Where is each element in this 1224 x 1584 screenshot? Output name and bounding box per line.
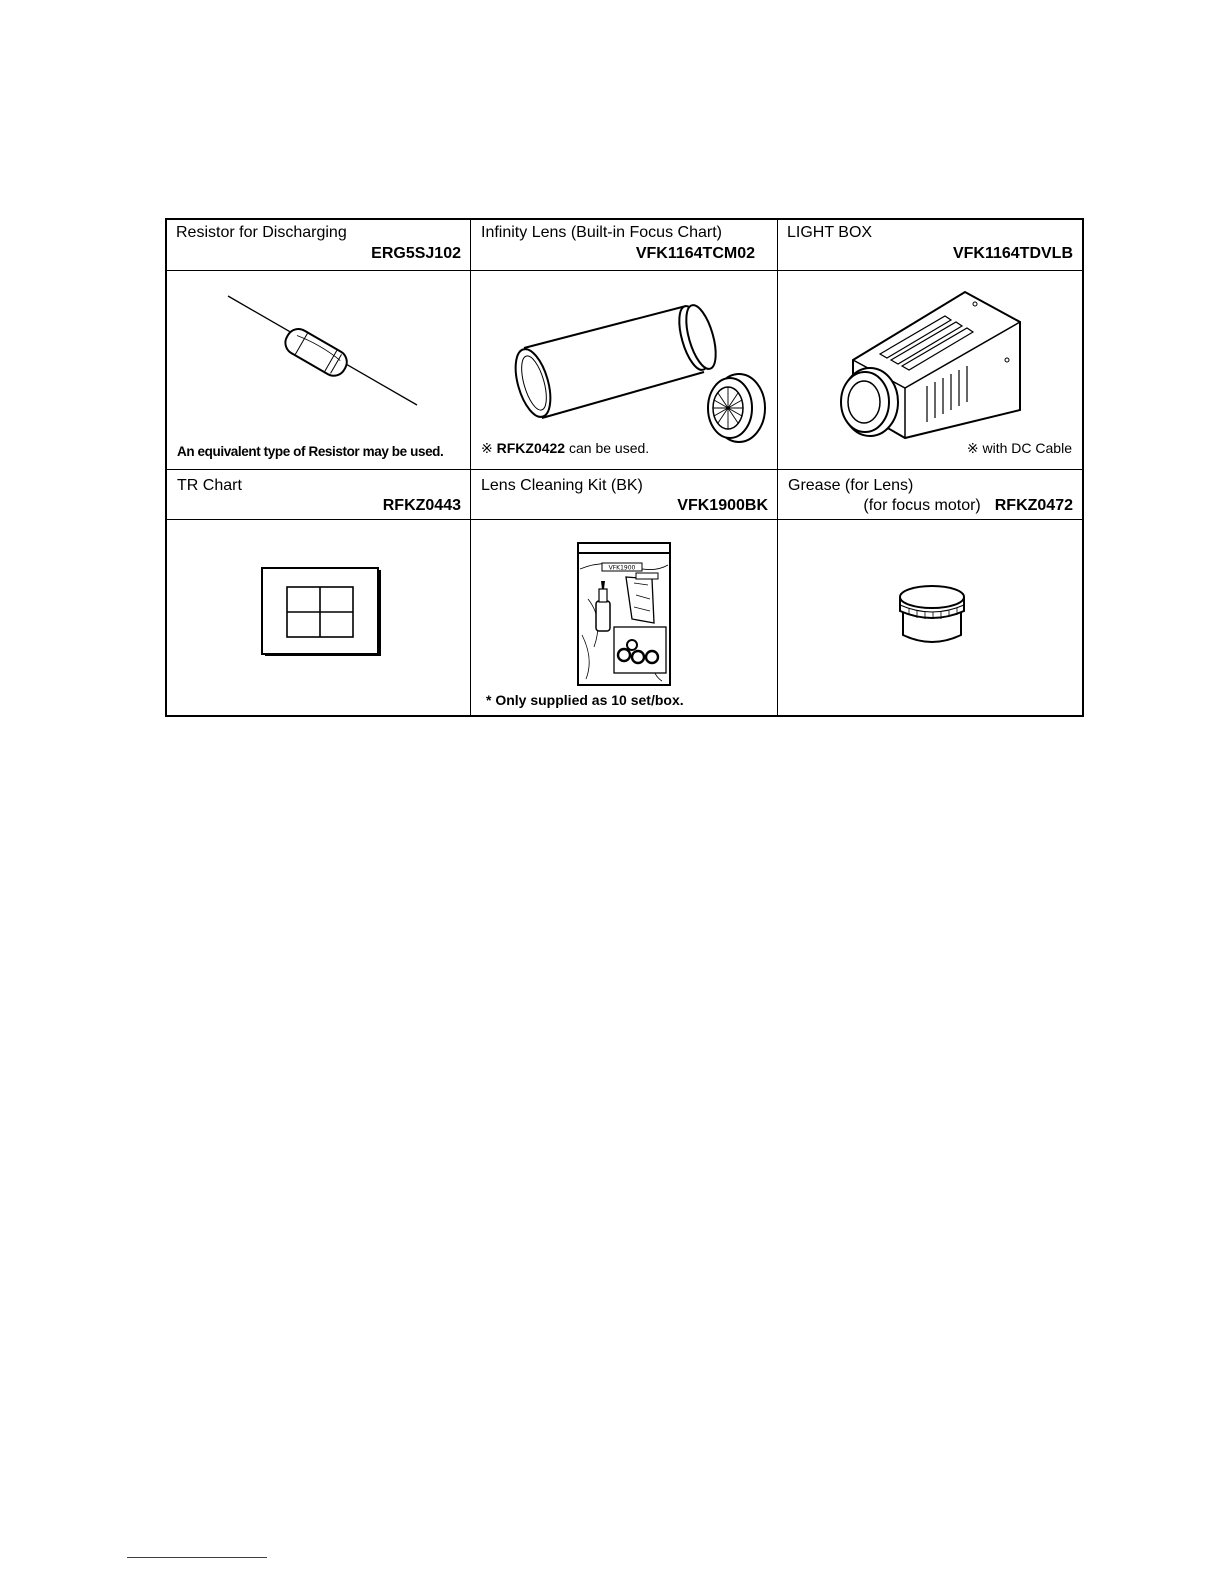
tr-chart-icon xyxy=(259,567,383,659)
item-title: TR Chart xyxy=(177,477,242,494)
part-number-line xyxy=(863,496,1073,515)
bag-label: VFK1900 xyxy=(608,564,636,572)
grease-jar-icon xyxy=(897,583,967,653)
header-cell-resistor xyxy=(167,220,470,270)
image-cell-infinity-lens xyxy=(470,270,777,469)
header-cell-tr-chart xyxy=(167,469,470,519)
part-number: VFK1164TCM02 xyxy=(635,245,755,262)
part-number: VFK1900BK xyxy=(677,497,768,514)
part-number: RFKZ0443 xyxy=(382,497,461,514)
image-cell-lens-cleaning-kit xyxy=(470,519,777,717)
image-cell-resistor xyxy=(167,270,470,469)
item-note xyxy=(967,440,1072,457)
item-subtitle: (for focus motor) xyxy=(863,497,981,514)
note-mark: ※ xyxy=(481,440,493,456)
image-cell-light-box xyxy=(777,270,1082,469)
note-text: with DC Cable xyxy=(982,440,1072,456)
item-note: * Only supplied as 10 set/box. xyxy=(486,692,684,708)
service-tools-table xyxy=(165,218,1084,717)
header-cell-grease xyxy=(777,469,1082,519)
item-title: Grease (for Lens) xyxy=(788,477,914,494)
part-number: ERG5SJ102 xyxy=(371,245,461,262)
resistor-icon xyxy=(222,290,422,410)
header-cell-light-box xyxy=(777,220,1082,270)
image-cell-grease xyxy=(777,519,1082,717)
item-note xyxy=(481,440,649,457)
note-text: can be used. xyxy=(568,440,650,456)
header-cell-lens-cleaning-kit xyxy=(470,469,777,519)
item-title: LIGHT BOX xyxy=(787,224,873,241)
light-box-icon xyxy=(825,290,1025,440)
item-note: An equivalent type of Resistor may be used. xyxy=(177,444,444,459)
part-number: RFKZ0472 xyxy=(994,497,1073,514)
item-title: Lens Cleaning Kit (BK) xyxy=(481,477,643,494)
image-cell-tr-chart xyxy=(167,519,470,717)
footer-link-underline xyxy=(127,1557,267,1558)
part-number: VFK1164TDVLB xyxy=(952,245,1073,262)
note-mark: ※ xyxy=(966,440,979,456)
item-title: Resistor for Discharging xyxy=(176,224,347,241)
item-title: Infinity Lens (Built-in Focus Chart) xyxy=(481,224,722,241)
note-part-number: RFKZ0422 xyxy=(496,440,566,456)
header-cell-infinity-lens xyxy=(470,220,777,270)
infinity-lens-icon xyxy=(496,298,766,448)
cleaning-kit-icon xyxy=(574,539,674,689)
